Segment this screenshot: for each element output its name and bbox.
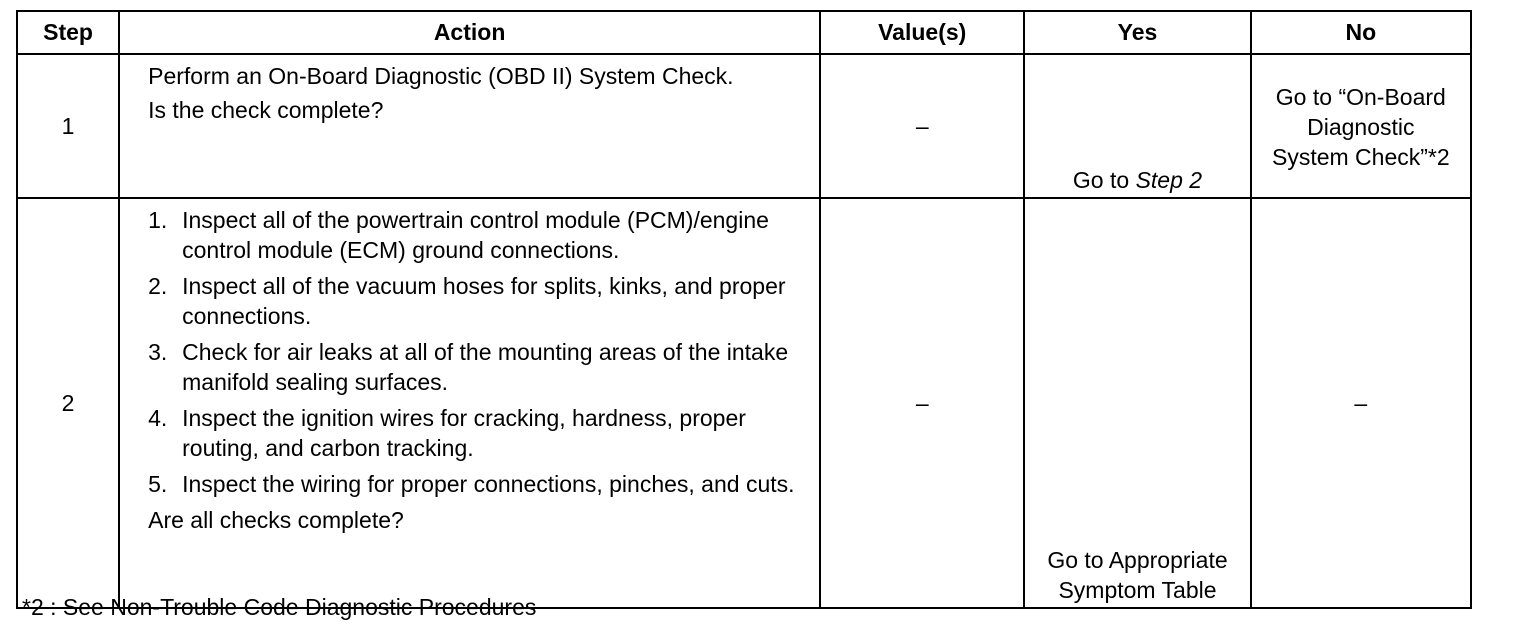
action-list <box>148 205 807 499</box>
diagnostic-table <box>16 10 1472 609</box>
no-text: Go to “On-Board Diagnostic System Check”*2 <box>1271 84 1450 170</box>
action-cell <box>119 198 820 608</box>
list-item-number: 2. <box>148 273 168 299</box>
action-question: Is the check complete? <box>148 97 384 123</box>
list-item <box>148 469 807 499</box>
action-text: Perform an On-Board Diagnostic (OBD II) System Check. <box>148 63 734 89</box>
list-item-text: Inspect the wiring for proper connections, pinches, and cuts. <box>182 471 795 497</box>
action-cell <box>119 54 820 198</box>
list-item <box>148 337 807 397</box>
no-cell: – <box>1251 198 1471 608</box>
yes-cell <box>1024 198 1250 608</box>
yes-prefix: Go to <box>1072 167 1136 193</box>
step-number: 1 <box>17 54 119 198</box>
list-item-text: Check for air leaks at all of the mounting areas of the intake manifold sealing surfaces. <box>182 339 789 395</box>
list-item <box>148 403 807 463</box>
yes-cell <box>1024 54 1250 198</box>
header-yes: Yes <box>1024 11 1250 54</box>
list-item-text: Inspect all of the vacuum hoses for splits, kinks, and proper connections. <box>182 273 786 329</box>
header-action: Action <box>119 11 820 54</box>
table-row <box>17 54 1471 198</box>
header-step: Step <box>17 11 119 54</box>
list-item-text: Inspect all of the powertrain control module (PCM)/engine control module (ECM) ground connections. <box>182 207 769 263</box>
list-item-text: Inspect the ignition wires for cracking, hardness, proper routing, and carbon tracking. <box>182 405 746 461</box>
list-item-number: 3. <box>148 339 168 365</box>
list-item <box>148 205 807 265</box>
yes-step-link: Step 2 <box>1135 167 1203 193</box>
list-item-number: 1. <box>148 207 168 233</box>
header-no: No <box>1251 11 1471 54</box>
step-number: 2 <box>17 198 119 608</box>
yes-text: Go to Appropriate Symptom Table <box>1047 547 1228 603</box>
list-item-number: 4. <box>148 405 168 431</box>
no-cell <box>1251 54 1471 198</box>
action-question: Are all checks complete? <box>148 507 404 533</box>
list-item <box>148 271 807 331</box>
value-cell: – <box>820 54 1024 198</box>
header-values: Value(s) <box>820 11 1024 54</box>
table-row <box>17 198 1471 608</box>
list-item-number: 5. <box>148 471 168 497</box>
header-row <box>17 11 1471 54</box>
footnote: *2 : See Non-Trouble Code Diagnostic Procedures <box>22 594 537 620</box>
value-cell: – <box>820 198 1024 608</box>
